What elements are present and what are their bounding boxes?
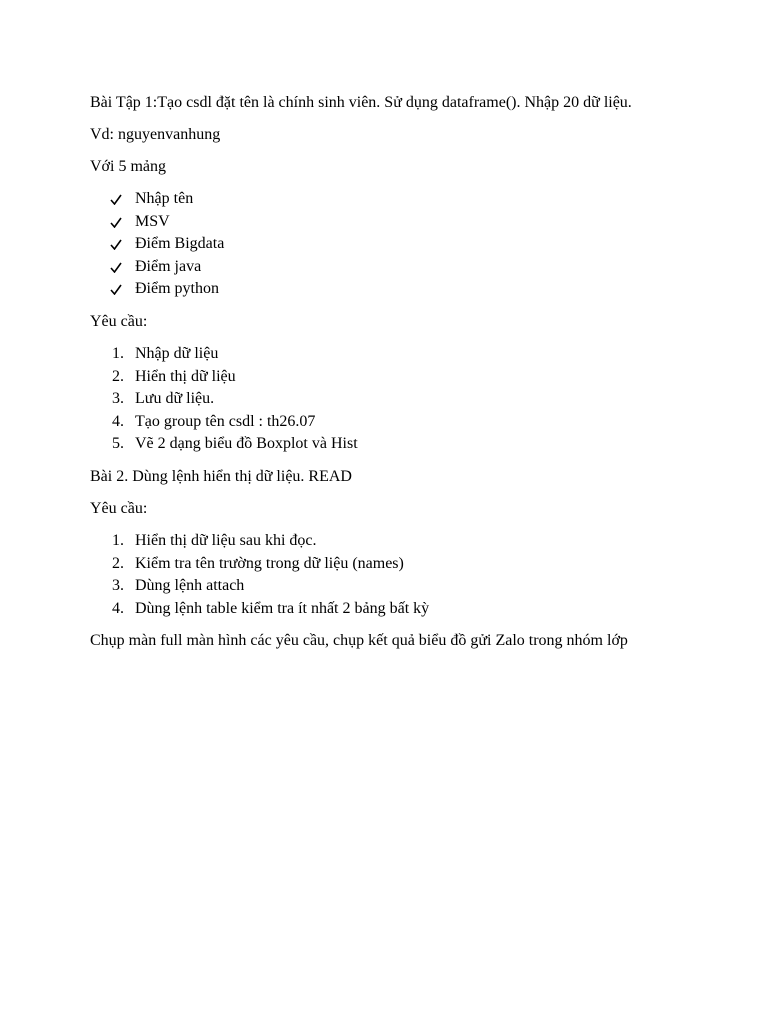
- list-number: 1.: [112, 531, 124, 549]
- field-label: Điểm java: [135, 257, 202, 275]
- field-label: Điểm python: [135, 280, 219, 298]
- field-label: Nhập tên: [135, 190, 194, 207]
- checkmark-icon: [110, 217, 122, 228]
- requirement-text: Lưu dữ liệu.: [135, 390, 215, 408]
- checkmark-icon: [110, 194, 122, 205]
- requirement-text: Nhập dữ liệu: [135, 344, 219, 362]
- requirement-text: Vẽ 2 dạng biểu đồ Boxplot và Hist: [135, 435, 358, 453]
- list-item: [90, 343, 670, 366]
- requirement-text: Kiểm tra tên trường trong dữ liệu (names): [135, 554, 404, 572]
- checkmark-icon: [110, 239, 122, 250]
- checkmark-icon: [110, 262, 122, 273]
- requirement-text: Hiển thị dữ liệu: [135, 367, 236, 385]
- exercise1-field-list: [90, 188, 670, 301]
- list-item: [90, 433, 670, 456]
- list-number: 4.: [112, 412, 124, 430]
- field-label: Điểm Bigdata: [135, 235, 225, 253]
- list-item: [90, 233, 670, 256]
- exercise2-intro: Bài 2. Dùng lệnh hiển thị dữ liệu. READ: [90, 467, 352, 485]
- list-item: [90, 575, 670, 598]
- footer-note: Chụp màn full màn hình các yêu cầu, chụp kết quả biểu đồ gửi Zalo trong nhóm lớp: [90, 632, 628, 650]
- document-page: [90, 92, 670, 662]
- list-item: [90, 598, 670, 621]
- exercise1-example: Vd: nguyenvanhung: [90, 126, 221, 143]
- checkmark-icon: [110, 284, 122, 295]
- field-label: MSV: [135, 212, 170, 230]
- list-item: [90, 256, 670, 279]
- requirement-text: Dùng lệnh attach: [135, 577, 245, 595]
- list-item: [90, 530, 670, 553]
- exercise2-requirements-heading: Yêu cầu:: [90, 499, 148, 517]
- requirement-text: Tạo group tên csdl : th26.07: [135, 412, 316, 430]
- list-item: [90, 366, 670, 389]
- list-number: 2.: [112, 367, 124, 385]
- requirement-text: Hiển thị dữ liệu sau khi đọc.: [135, 531, 317, 549]
- list-item: [90, 188, 670, 211]
- list-number: 2.: [112, 554, 124, 572]
- list-item: [90, 278, 670, 301]
- exercise1-requirement-list: [90, 343, 670, 456]
- list-number: 3.: [112, 390, 124, 408]
- list-number: 4.: [112, 599, 124, 617]
- list-number: 5.: [112, 435, 124, 453]
- exercise2-requirement-list: [90, 530, 670, 620]
- list-item: [90, 388, 670, 411]
- exercise1-requirements-heading: Yêu cầu:: [90, 312, 148, 330]
- list-item: [90, 553, 670, 576]
- exercise1-intro: Bài Tập 1:Tạo csdl đặt tên là chính sinh viên. Sử dụng dataframe(). Nhập 20 dữ liệu.: [90, 94, 632, 111]
- exercise1-arrays-heading: Với 5 mảng: [90, 158, 167, 175]
- list-number: 3.: [112, 577, 124, 595]
- list-item: [90, 411, 670, 434]
- requirement-text: Dùng lệnh table kiểm tra ít nhất 2 bảng bất kỳ: [135, 599, 430, 617]
- list-item: [90, 211, 670, 234]
- list-number: 1.: [112, 344, 124, 362]
